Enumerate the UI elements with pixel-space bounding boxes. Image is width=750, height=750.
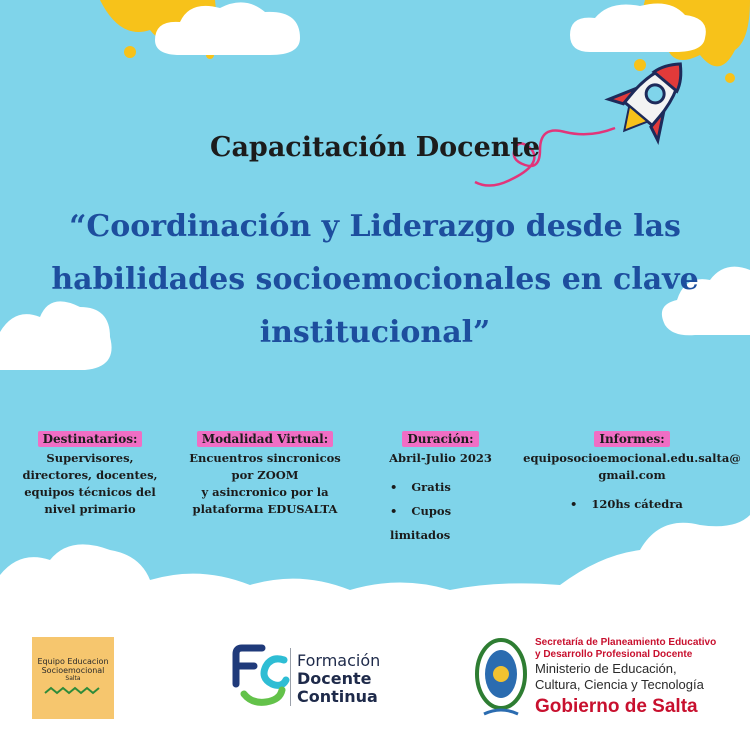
duracion-text: Abril-Julio 2023: [389, 451, 492, 465]
informes-block: [518, 428, 746, 516]
salta-seal-icon: [472, 634, 530, 720]
destinatarios-block: [15, 428, 165, 518]
gobierno-logo: [535, 637, 716, 718]
fdc-logo-text: [297, 652, 380, 706]
ministerio-line: Ministerio de Educación,: [535, 661, 677, 676]
list-item: • 120hs cátedra: [570, 492, 746, 516]
wave-icon: [43, 685, 103, 697]
gobierno-name: Gobierno de Salta: [535, 696, 698, 717]
informes-bullets: [518, 492, 746, 516]
duracion-label: Duración:: [402, 431, 478, 447]
main-title-line: institucional”: [259, 315, 491, 350]
secretaria-line: Secretaría de Planeamiento Educativo: [535, 637, 717, 648]
cloud-top-right-icon: [565, 0, 715, 55]
kicker-title: Capacitación Docente: [209, 132, 541, 163]
modalidad-label: Modalidad Virtual:: [197, 431, 333, 447]
equipo-logo: [32, 637, 114, 719]
fdc-line: Continua: [297, 687, 378, 706]
cloud-top-left-icon: [150, 0, 310, 60]
footer: [0, 612, 750, 750]
secretaria-line: y Desarrollo Profesional Docente: [535, 649, 693, 660]
destinatarios-text: Supervisores, directores, docentes, equipos técnicos del nivel primario: [22, 451, 158, 516]
equipo-logo-line: Socioemocional: [41, 666, 105, 675]
main-title-line: habilidades socioemocionales en clave: [51, 262, 699, 297]
list-item: • Cupos limitados: [390, 499, 513, 547]
list-item: • Gratis: [390, 475, 513, 499]
fdc-logo-icon: [232, 644, 290, 708]
equipo-logo-line: Equipo Educacion: [37, 657, 109, 666]
modalidad-block: [180, 428, 350, 518]
informes-text: equiposocioemocional.edu.salta@ gmail.com: [523, 451, 741, 482]
fdc-divider: [290, 648, 291, 706]
main-title-line: “Coordinación y Liderazgo desde las: [69, 209, 681, 244]
equipo-logo-line: Salta: [65, 675, 81, 682]
modalidad-text: Encuentros sincronicos por ZOOM y asincronico por la plataforma EDUSALTA: [189, 451, 341, 516]
fdc-line: Formación: [297, 651, 381, 670]
fdc-line: Docente: [297, 669, 372, 688]
ministerio-line: Cultura, Ciencia y Tecnología: [535, 677, 704, 692]
main-title: [40, 200, 710, 359]
informes-label: Informes:: [594, 431, 669, 447]
destinatarios-label: Destinatarios:: [38, 431, 143, 447]
duracion-block: [368, 428, 513, 547]
duracion-bullets: [368, 475, 513, 547]
